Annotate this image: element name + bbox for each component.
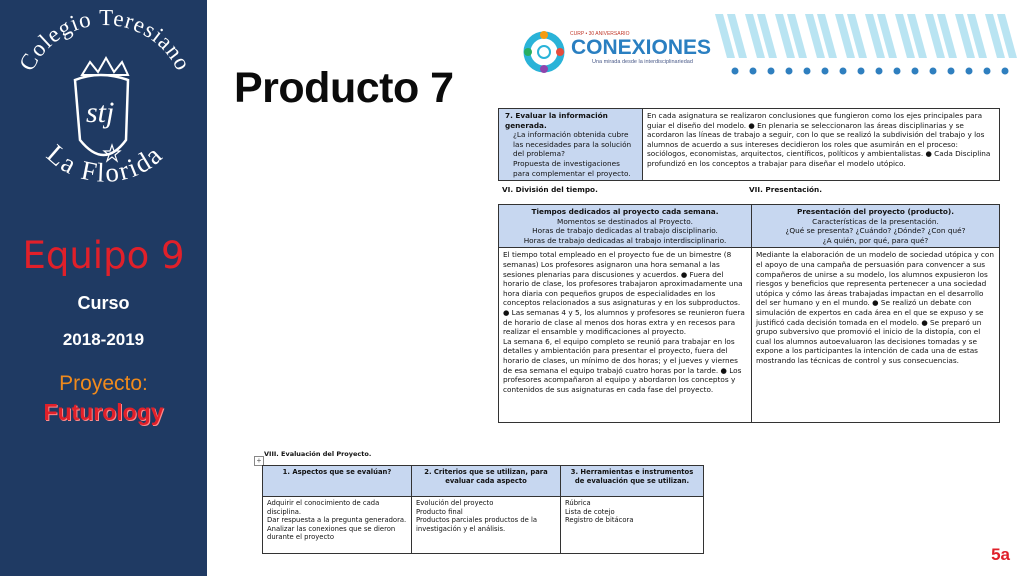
time-body-1: El tiempo total empleado en el proyecto fue de un bimestre (8 semanas) Los profesores asignaron una hora semanal a las sesiones plenarias para discusiones y acuerdos. ● Fuera del horario de clase, los profesores trabajaron aproximadamente una hora diaria con pequeños grupos de especialidades en los conceptos relacionados a sus asignaturas y en los subproductos. ● Las semanas 4 y 5, los alumnos y profesores se reunieron fuera de horario de clase al menos dos horas extra y en recesos para realizar el ensamble y modificaciones al proyecto. — [503, 250, 745, 337]
eval-col1-item: Adquirir el conocimiento de cada disciplina. — [267, 499, 380, 516]
pres-header-1: Presentación del proyecto (producto). — [796, 207, 954, 216]
time-body-cell — [499, 248, 752, 423]
eval-col3-item: Registro de bitácora — [565, 516, 634, 525]
proyecto-name: Futurology — [43, 399, 164, 425]
eval-col3-cell — [561, 497, 704, 554]
section7-q1: ¿La información obtenida cubre las necesidades para la solución del problema? — [513, 130, 632, 159]
logo-name: CONEXIONES — [571, 36, 712, 59]
time-header-1: Tiempos dedicados al proyecto cada semana. — [531, 207, 719, 216]
time-table-block — [498, 204, 1000, 423]
eval-col2-item: Producto final — [416, 507, 463, 516]
eval-header-2: 2. Criterios que se utilizan, para evaluar cada aspecto — [412, 466, 561, 497]
logo-small-text: CURP • 30 ANIVERSARIO — [570, 31, 630, 37]
time-header-3: Horas de trabajo dedicadas al trabajo disciplinario. — [532, 226, 718, 236]
school-crest-logo — [0, 0, 207, 230]
eval-col3-item: Rúbrica — [565, 499, 591, 507]
time-body-2: La semana 6, el equipo completo se reunió para trabajar en los detalles y ambientación para presentar el proyecto, fuera del horario de clases, un mínimo de dos horas; y el jueves y viernes de esa semana el equipo trabajó cuatro horas por la tarde. ● Los profesores acompañaron al equipo y abordaron los conceptos y contenidos de sus asignaturas en cada fase del proyecto. — [503, 336, 742, 394]
school-year: 2018-2019 — [62, 330, 145, 349]
school-name-bottom: La Florida — [41, 138, 169, 188]
table-move-handle-icon[interactable]: + — [254, 456, 264, 466]
time-header-2: Momentos se destinados al Proyecto. — [557, 216, 693, 226]
section7b-title: VII. Presentación. — [749, 185, 822, 194]
team-name: Equipo 9 — [22, 234, 185, 277]
eval-col2-cell — [412, 497, 561, 554]
proyecto-label: Proyecto: — [59, 372, 148, 395]
curso-label: Curso — [77, 293, 130, 313]
section7-q2: Propuesta de investigaciones para complementar el proyecto. — [513, 158, 631, 178]
eval-col1-item: Dar respuesta a la pregunta generadora. — [267, 516, 407, 525]
sidebar-panel — [0, 0, 207, 576]
eval-header-3: 3. Herramientas e instrumentos de evaluación que se utilizan. — [561, 466, 704, 497]
section8-title: VIII. Evaluación del Proyecto. — [264, 450, 372, 458]
eval-col1-cell — [263, 497, 412, 554]
school-name-top: Colegio Teresiano — [14, 4, 196, 75]
section7-table — [498, 108, 1000, 181]
logo-tagline: Una mirada desde la interdisciplinariedad — [592, 59, 693, 65]
time-header-4: Horas de trabajo dedicadas al trabajo interdisciplinario. — [523, 235, 727, 245]
decorative-stripes — [715, 14, 1020, 80]
section7-title: 7. Evaluar la información generada. — [505, 111, 608, 130]
evaluation-table — [262, 465, 704, 554]
svg-text:La Florida — [41, 138, 169, 187]
presentation-header-cell — [752, 205, 1000, 248]
eval-header-1: 1. Aspectos que se evalúan? — [263, 466, 412, 497]
slide-title: Producto 7 — [234, 64, 454, 112]
eval-col3-item: Lista de cotejo — [565, 507, 615, 516]
section8-block — [262, 465, 704, 554]
pres-header-4: ¿A quién, por qué, para qué? — [822, 235, 929, 245]
section6-title: VI. División del tiempo. — [502, 185, 598, 194]
svg-text:stj: stj — [86, 96, 115, 129]
eval-col1-item: Analizar las conexiones que se dieron durante el proyecto — [267, 524, 396, 542]
svg-text:Colegio Teresiano — [14, 5, 196, 75]
section7-answer: En cada asignatura se realizaron conclusiones que fungieron como los ejes principales para guiar el diseño del modelo. ● En plenaria se seleccionaron las áreas disciplinarias y se acordaron las líneas de trabajo a seguir, con lo que se realizó la subdivisión del trabajo y los alumnos de acuerdo a sus intereses decidieron los roles que asumirán en el proceso: sociólogos, economistas, arquitectos, científicos, políticos y ambientalistas. ● Cada Disciplina profundizó en los conceptos a trabajar para diseñar el modelo utópico. — [643, 109, 1000, 181]
eval-col2-item: Productos parciales productos de la investigación y el análisis. — [416, 516, 538, 533]
presentation-body-cell: Mediante la elaboración de un modelo de sociedad utópica y con el apoyo de una campaña de persuasión para convencer a sus compañeros de unirse a su modelo, los alumnos expusieron los riesgos y beneficios que representa pertenecer a una sociedad utópica y cómo las áreas trabajadas impactan en el desarrollo del ser humano y en el mundo. ● Se realizó un debate con simulación de expertos en cada área en el que se expuso y se justificó cada decisión tomada en el modelo. ● Se preparó un grupo subversivo que promovió el inicio de la distopía, con el cual los alumnos autoevaluaron las decisiones tomadas y se expone a los participantes la intención de cada una de estas mostrando las técnicas de control y sus consecuencias. — [752, 248, 1000, 423]
pres-header-3: ¿Qué se presenta? ¿Cuándo? ¿Dónde? ¿Con qué? — [785, 226, 966, 236]
section7-block — [498, 108, 1000, 181]
pres-header-2: Características de la presentación. — [812, 216, 939, 226]
section7-question-cell — [499, 109, 643, 181]
time-header-cell — [499, 205, 752, 248]
eval-col2-item: Evolución del proyecto — [416, 499, 494, 507]
slide-number: 5a — [991, 545, 1010, 564]
time-table — [498, 204, 1000, 423]
